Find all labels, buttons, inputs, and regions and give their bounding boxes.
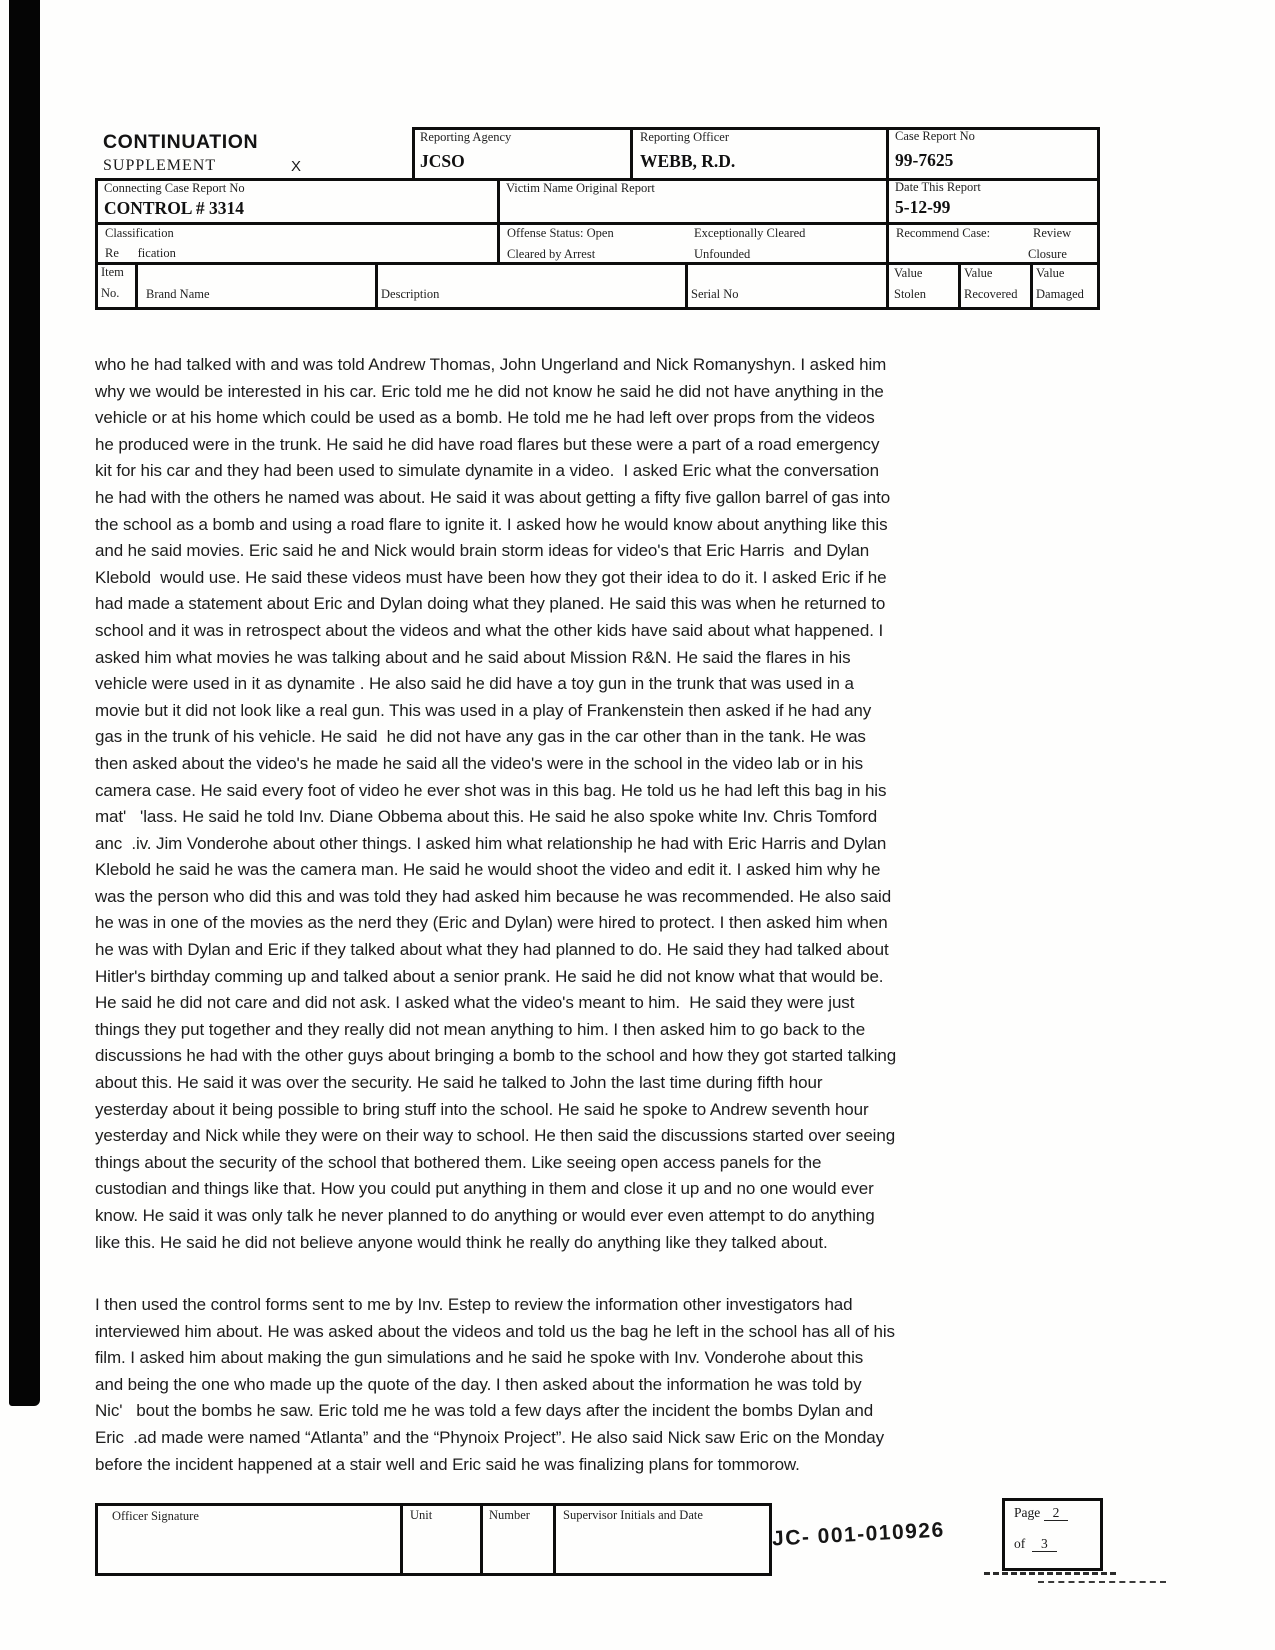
body-text-line: vehicle or at his home which could be used as a bomb. He told me he had left over props from the videos — [95, 408, 875, 428]
form-title-supplement: SUPPLEMENT — [103, 157, 217, 174]
body-text-line: I then used the control forms sent to me by Inv. Estep to review the information other investigators had — [95, 1295, 853, 1314]
body-text-line: he was in one of the movies as the nerd they (Eric and Dylan) were hired to protect. I then asked him when — [95, 913, 888, 933]
body-text-line: asked him what movies he was talking about and he said about Mission R&N. He said the flares in his — [95, 647, 851, 667]
body-text-line: know. He said it was only talk he never planned to do anything or would ever even attempt to do anything — [95, 1206, 875, 1225]
value-stolen-label2: Stolen — [894, 287, 926, 301]
form-rule — [886, 127, 889, 310]
body-text-line: vehicle were used in it as dynamite . He also said he did have a toy gun in the trunk that was used in a — [95, 674, 854, 694]
case-report-no-label: Case Report No — [895, 129, 975, 143]
brand-name-label: Brand Name — [146, 287, 210, 301]
value-stolen-label: Value — [894, 266, 923, 280]
page-label: Page — [1014, 1505, 1041, 1520]
body-text-line: yesterday and Nick while they were on their way to school. He then said the discussions started over seeing — [95, 1126, 896, 1146]
form-rule — [958, 262, 961, 310]
body-text-line: had made a statement about Eric and Dylan doing what they planed. He said this was when he returned to — [95, 594, 886, 614]
body-text-line: was the person who did this and was told they had asked him because he was recommended. He also said — [95, 886, 892, 906]
connecting-case-label: Connecting Case Report No — [104, 181, 245, 195]
body-text-line: like this. He said he did not believe anyone would think he really do anything like they talked about. — [95, 1232, 828, 1252]
item-label: Item — [101, 265, 124, 279]
serial-no-label: Serial No — [691, 287, 739, 301]
reporting-officer-value: WEBB, R.D. — [640, 151, 736, 171]
torn-edge-dashes — [1038, 1581, 1166, 1583]
form-rule — [1002, 1498, 1103, 1501]
body-text-line: and being the one who made up the quote of the day. I then asked about the information he was told by — [95, 1374, 862, 1394]
body-text-line: he had with the others he named was about. He said it was about getting a fifty five gallon barrel of gas into — [95, 487, 891, 507]
reporting-agency-label: Reporting Agency — [420, 130, 512, 144]
form-rule — [480, 1503, 483, 1573]
classification-label: Classification — [105, 226, 174, 240]
closure-label: Closure — [1028, 247, 1067, 261]
report-narrative-paragraph-2 — [95, 1292, 1110, 1478]
recommend-case-label: Recommend Case: — [896, 226, 991, 240]
form-rule — [497, 178, 500, 262]
form-rule — [95, 1503, 98, 1573]
form-rule — [135, 262, 138, 310]
form-rule — [95, 178, 98, 310]
body-text-line: discussions he had with the other guys about bringing a bomb to the school and how they got started talking — [95, 1046, 897, 1066]
of-value: 3 — [1032, 1536, 1057, 1552]
reporting-officer-label: Reporting Officer — [640, 130, 729, 144]
body-text-line: the school as a bomb and using a road flare to ignite it. I asked how he would know about anything like this — [95, 514, 888, 534]
page-count — [1014, 1536, 1057, 1552]
body-text-line: things about the security of the school that bothered them. Like seeing open access panels for the — [95, 1152, 822, 1172]
body-text-line: and he said movies. Eric said he and Nick would brain storm ideas for video's that Eric Harris and Dylan — [95, 541, 870, 561]
connecting-case-value: CONTROL # 3314 — [104, 198, 245, 218]
body-text-line: film. I asked him about making the gun simulations and he said he spoke with Inv. Vonderohe about this — [95, 1348, 864, 1368]
unit-label: Unit — [410, 1508, 433, 1522]
page-value: 2 — [1044, 1505, 1069, 1521]
form-rule — [95, 262, 1100, 265]
of-label: of — [1014, 1536, 1026, 1551]
body-text-line: Hitler's birthday comming up and talked about a senior prank. He said he did not know what that would be. — [95, 966, 884, 986]
document-control-number-stamp: JC- 001-010926 — [771, 1518, 946, 1551]
form-rule — [1002, 1568, 1103, 1571]
date-this-report-value: 5-12-99 — [895, 197, 951, 217]
body-text-line: interviewed him about. He was asked about the videos and told us the bag he left in the school has all of his — [95, 1321, 895, 1341]
description-label: Description — [381, 287, 440, 301]
form-rule — [1100, 1498, 1103, 1568]
value-damaged-label2: Damaged — [1036, 287, 1084, 301]
body-text-line: anc .iv. Jim Vonderohe about other things. I asked him what relationship he had with Eric Harris and Dylan — [95, 833, 887, 853]
form-rule — [400, 1503, 403, 1573]
form-title-continuation: CONTINUATION — [103, 131, 259, 153]
value-damaged-label: Value — [1036, 266, 1065, 280]
body-text-line: then asked about the video's he made he said all the video's were in the school in the video lab or in his — [95, 753, 863, 773]
body-text-line: before the incident happened at a stair well and Eric said he was finalizing plans for tommorow. — [95, 1454, 800, 1474]
body-text-line: kit for his car and they had been used to simulate dynamite in a video. I asked Eric what the conversation — [95, 461, 880, 481]
form-rule — [95, 307, 1100, 310]
form-rule — [685, 262, 688, 310]
scan-edge-artifact — [9, 0, 40, 1406]
offense-status-label: Offense Status: Open — [507, 226, 614, 240]
body-text-line: yesterday about it being possible to bring stuff into the school. He said he spoke to Andrew seventh hour — [95, 1099, 869, 1119]
reporting-agency-value: JCSO — [420, 151, 465, 171]
item-no-label: No. — [101, 286, 120, 300]
exceptionally-cleared-label: Exceptionally Cleared — [694, 226, 806, 240]
body-text-line: who he had talked with and was told Andrew Thomas, John Ungerland and Nick Romanyshyn. I asked him — [95, 355, 887, 374]
body-text-line: movie but it did not look like a real gun. This was used in a play of Frankenstein then asked if he had any — [95, 700, 872, 720]
body-text-line: why we would be interested in his car. Eric told me he did not know he said he did not have anything in the — [95, 381, 884, 401]
form-rule — [630, 127, 633, 178]
body-text-line: camera case. He said every foot of video he ever shot was in this bag. He told us he had left this bag in his — [95, 780, 887, 800]
value-recovered-label: Value — [964, 266, 993, 280]
body-text-line: gas in the trunk of his vehicle. He said he did not have any gas in the car other than in the tank. He was — [95, 727, 866, 747]
body-text-line: school and it was in retrospect about the videos and what the other kids have said about what happened. I — [95, 620, 884, 640]
form-rule — [95, 222, 1100, 225]
review-label: Review — [1033, 226, 1072, 240]
body-text-line: Klebold he said he was the camera man. He said he would shoot the video and edit it. I asked him why he — [95, 860, 881, 880]
supplement-checkbox-mark: X — [291, 158, 302, 175]
form-rule — [1030, 262, 1033, 310]
officer-signature-label: Officer Signature — [112, 1509, 199, 1523]
form-rule — [553, 1503, 556, 1573]
body-text-line: Eric .ad made were named “Atlanta” and the “Phynoix Project”. He also said Nick saw Eric on the Monday — [95, 1427, 885, 1447]
date-this-report-label: Date This Report — [895, 180, 981, 194]
body-text-line: mat' 'lass. He said he told Inv. Diane Obbema about this. He said he also spoke white Inv. Chris Tomford — [95, 807, 878, 827]
body-text-line: things they put together and they really did not mean anything to him. I then asked him to go back to the — [95, 1019, 866, 1039]
body-text-line: Nic' bout the bombs he saw. Eric told me he was told a few days after the incident the bombs Dylan and — [95, 1401, 874, 1421]
torn-edge-dashes — [984, 1572, 1116, 1575]
report-narrative-paragraph-1 — [95, 352, 1110, 1256]
body-text-line: he produced were in the trunk. He said he did have road flares but these were a part of a road emergency — [95, 434, 880, 454]
case-report-no-value: 99-7625 — [895, 150, 954, 170]
page-number — [1014, 1505, 1068, 1521]
body-text-line: Klebold would use. He said these videos must have been how they got their idea to do it. I asked Eric if he — [95, 567, 887, 587]
body-text-line: about this. He said it was over the security. He said he talked to John the last time during fifth hour — [95, 1073, 823, 1093]
form-rule — [412, 127, 1100, 130]
victim-name-label: Victim Name Original Report — [506, 181, 655, 195]
supervisor-initials-label: Supervisor Initials and Date — [563, 1508, 703, 1522]
form-rule — [95, 1503, 772, 1506]
cleared-by-arrest-label: Cleared by Arrest — [507, 247, 596, 261]
value-recovered-label2: Recovered — [964, 287, 1018, 301]
body-text-line: He said he did not care and did not ask. I asked what the video's meant to him. He said they were just — [95, 993, 855, 1013]
number-label: Number — [489, 1508, 530, 1522]
body-text-line: custodian and things like that. How you could put anything in them and close it up and no one would ever — [95, 1179, 874, 1199]
form-rule — [375, 262, 378, 310]
unfounded-label: Unfounded — [694, 247, 751, 261]
form-rule — [95, 1573, 772, 1576]
body-text-line: he was with Dylan and Eric if they talked about what they had planned to do. He said they had talked about — [95, 940, 889, 960]
form-rule — [1097, 127, 1100, 310]
reclassification-label: Re fication — [105, 246, 176, 260]
form-rule — [1002, 1498, 1005, 1568]
form-rule — [412, 127, 415, 178]
